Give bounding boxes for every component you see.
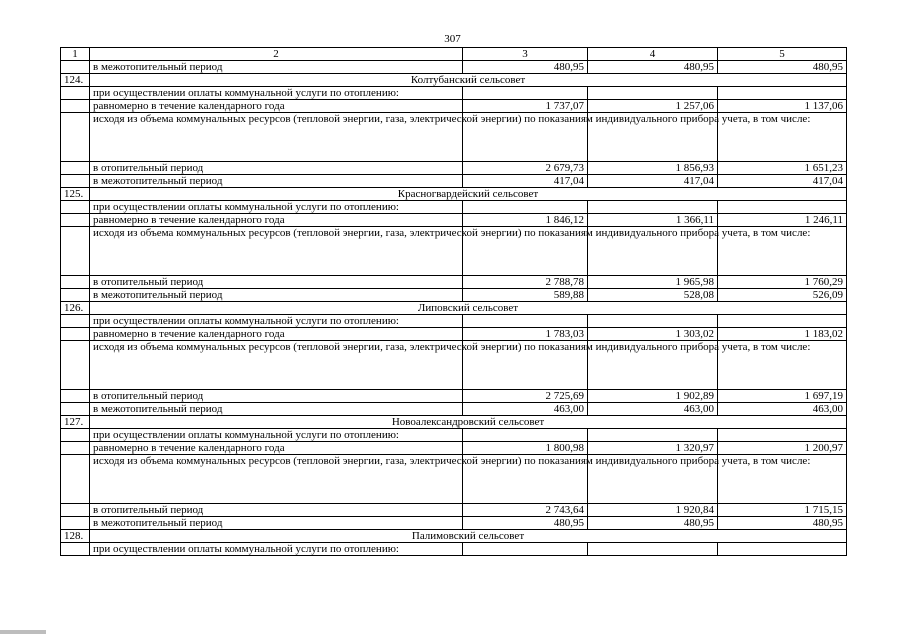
empty-cell	[588, 87, 718, 100]
section-title: Липовский сельсовет	[90, 302, 847, 315]
section-row	[61, 530, 847, 543]
data-row	[61, 543, 847, 556]
data-row	[61, 429, 847, 442]
empty-cell	[463, 87, 588, 100]
value-cell: 1 320,97	[588, 442, 718, 455]
column-header: 5	[718, 48, 847, 61]
data-row	[61, 328, 847, 341]
empty-cell	[61, 315, 90, 328]
section-number: 125.	[61, 188, 90, 201]
empty-cell	[61, 543, 90, 556]
empty-cell	[61, 390, 90, 403]
data-row	[61, 341, 847, 390]
value-cell: 1 257,06	[588, 100, 718, 113]
data-row	[61, 162, 847, 175]
empty-cell	[61, 214, 90, 227]
row-description: равномерно в течение календарного года	[90, 328, 463, 341]
section-number: 126.	[61, 302, 90, 315]
empty-cell	[588, 429, 718, 442]
column-header: 3	[463, 48, 588, 61]
column-header: 1	[61, 48, 90, 61]
column-header: 2	[90, 48, 463, 61]
empty-cell	[61, 61, 90, 74]
section-number: 127.	[61, 416, 90, 429]
empty-cell	[61, 87, 90, 100]
data-row	[61, 315, 847, 328]
section-title: Палимовский сельсовет	[90, 530, 847, 543]
data-row	[61, 175, 847, 188]
empty-cell	[463, 429, 588, 442]
value-cell: 1 902,89	[588, 390, 718, 403]
row-description: при осуществлении оплаты коммунальной услуги по отоплению:	[90, 87, 463, 100]
column-header: 4	[588, 48, 718, 61]
row-description: в отопительный период	[90, 390, 463, 403]
row-description: исходя из объема коммунальных ресурсов (тепловой энергии, газа, электрической энергии) по показаниям индивидуального прибора учета, в том числе:	[90, 113, 463, 162]
value-cell: 528,08	[588, 289, 718, 302]
empty-cell	[463, 543, 588, 556]
value-cell: 1 137,06	[718, 100, 847, 113]
value-cell: 463,00	[588, 403, 718, 416]
section-row	[61, 416, 847, 429]
page-edge-mark	[0, 630, 46, 634]
section-number: 124.	[61, 74, 90, 87]
empty-cell	[61, 162, 90, 175]
value-cell: 1 183,02	[718, 328, 847, 341]
value-cell: 2 725,69	[463, 390, 588, 403]
section-row	[61, 188, 847, 201]
section-row	[61, 74, 847, 87]
data-row	[61, 455, 847, 504]
value-cell: 480,95	[588, 61, 718, 74]
data-row	[61, 87, 847, 100]
row-description: при осуществлении оплаты коммунальной услуги по отоплению:	[90, 543, 463, 556]
value-cell: 1 783,03	[463, 328, 588, 341]
data-row	[61, 227, 847, 276]
row-description: при осуществлении оплаты коммунальной услуги по отоплению:	[90, 429, 463, 442]
row-description: исходя из объема коммунальных ресурсов (тепловой энергии, газа, электрической энергии) по показаниям индивидуального прибора учета, в том числе:	[90, 455, 463, 504]
data-row	[61, 214, 847, 227]
empty-cell	[588, 315, 718, 328]
value-cell: 1 965,98	[588, 276, 718, 289]
empty-cell	[61, 113, 90, 162]
value-cell: 1 920,84	[588, 504, 718, 517]
tariff-table	[60, 47, 847, 556]
empty-cell	[61, 175, 90, 188]
value-cell: 480,95	[718, 517, 847, 530]
value-cell: 1 737,07	[463, 100, 588, 113]
empty-cell	[61, 276, 90, 289]
row-description: при осуществлении оплаты коммунальной услуги по отоплению:	[90, 201, 463, 214]
data-row	[61, 390, 847, 403]
value-cell: 1 760,29	[718, 276, 847, 289]
value-cell: 1 303,02	[588, 328, 718, 341]
row-description: исходя из объема коммунальных ресурсов (тепловой энергии, газа, электрической энергии) по показаниям индивидуального прибора учета, в том числе:	[90, 341, 463, 390]
value-cell: 2 788,78	[463, 276, 588, 289]
empty-cell	[61, 429, 90, 442]
section-title: Колтубанский сельсовет	[90, 74, 847, 87]
row-description: при осуществлении оплаты коммунальной услуги по отоплению:	[90, 315, 463, 328]
data-row	[61, 504, 847, 517]
row-description: в отопительный период	[90, 276, 463, 289]
empty-cell	[718, 87, 847, 100]
empty-cell	[61, 341, 90, 390]
data-row	[61, 517, 847, 530]
table-body	[61, 48, 847, 556]
data-row	[61, 403, 847, 416]
empty-cell	[61, 504, 90, 517]
value-cell: 480,95	[463, 517, 588, 530]
row-description: исходя из объема коммунальных ресурсов (тепловой энергии, газа, электрической энергии) по показаниям индивидуального прибора учета, в том числе:	[90, 227, 463, 276]
empty-cell	[61, 227, 90, 276]
empty-cell	[61, 201, 90, 214]
value-cell: 480,95	[718, 61, 847, 74]
section-number: 128.	[61, 530, 90, 543]
row-description: равномерно в течение календарного года	[90, 100, 463, 113]
empty-cell	[463, 201, 588, 214]
value-cell: 526,09	[718, 289, 847, 302]
value-cell: 1 200,97	[718, 442, 847, 455]
row-description: равномерно в течение календарного года	[90, 214, 463, 227]
value-cell: 463,00	[718, 403, 847, 416]
row-description: в отопительный период	[90, 162, 463, 175]
empty-cell	[61, 455, 90, 504]
value-cell: 1 697,19	[718, 390, 847, 403]
data-row	[61, 276, 847, 289]
value-cell: 480,95	[463, 61, 588, 74]
value-cell: 2 743,64	[463, 504, 588, 517]
row-description: в межотопительный период	[90, 403, 463, 416]
value-cell: 2 679,73	[463, 162, 588, 175]
row-description: равномерно в течение календарного года	[90, 442, 463, 455]
value-cell: 1 856,93	[588, 162, 718, 175]
data-row	[61, 113, 847, 162]
value-cell: 589,88	[463, 289, 588, 302]
empty-cell	[718, 315, 847, 328]
value-cell: 417,04	[718, 175, 847, 188]
empty-cell	[61, 517, 90, 530]
data-row	[61, 100, 847, 113]
section-row	[61, 302, 847, 315]
value-cell: 1 715,15	[718, 504, 847, 517]
empty-cell	[718, 201, 847, 214]
value-cell: 1 366,11	[588, 214, 718, 227]
empty-cell	[61, 403, 90, 416]
section-title: Красногвардейский сельсовет	[90, 188, 847, 201]
row-description: в межотопительный период	[90, 61, 463, 74]
row-description: в отопительный период	[90, 504, 463, 517]
table-header-row	[61, 48, 847, 61]
empty-cell	[718, 543, 847, 556]
value-cell: 417,04	[463, 175, 588, 188]
value-cell: 1 651,23	[718, 162, 847, 175]
value-cell: 463,00	[463, 403, 588, 416]
row-description: в межотопительный период	[90, 289, 463, 302]
value-cell: 1 800,98	[463, 442, 588, 455]
empty-cell	[61, 328, 90, 341]
data-row	[61, 442, 847, 455]
value-cell: 1 246,11	[718, 214, 847, 227]
value-cell: 417,04	[588, 175, 718, 188]
value-cell: 1 846,12	[463, 214, 588, 227]
empty-cell	[463, 315, 588, 328]
empty-cell	[61, 289, 90, 302]
empty-cell	[588, 543, 718, 556]
data-row	[61, 61, 847, 74]
row-description: в межотопительный период	[90, 175, 463, 188]
empty-cell	[588, 201, 718, 214]
empty-cell	[718, 429, 847, 442]
page-number: 307	[444, 33, 461, 45]
row-description: в межотопительный период	[90, 517, 463, 530]
empty-cell	[61, 100, 90, 113]
value-cell: 480,95	[588, 517, 718, 530]
data-row	[61, 201, 847, 214]
data-row	[61, 289, 847, 302]
section-title: Новоалександровский сельсовет	[90, 416, 847, 429]
empty-cell	[61, 442, 90, 455]
